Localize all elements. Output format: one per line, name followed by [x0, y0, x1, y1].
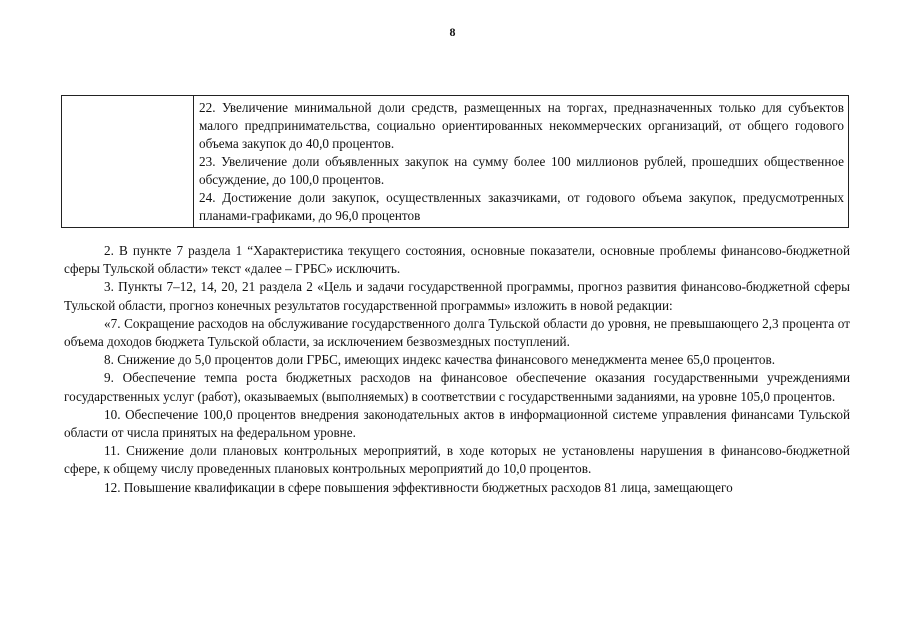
table-item-22: 22. Увеличение минимальной доли средств, размещенных на торгах, предназначенных только для субъектов малого предпринимательства, социально ориентированных некоммерческих организаций, от общего годового объема закупок до 40,0 процентов.	[199, 100, 844, 151]
paragraph-item-7: «7. Сокращение расходов на обслуживание государственного долга Тульской области до уровня, не превышающего 2,3 процента от объема доходов бюджета Тульской области, за исключением безвозмездных поступлений.	[64, 315, 850, 350]
paragraph-3: 3. Пункты 7–12, 14, 20, 21 раздела 2 «Цель и задачи государственной программы, прогноз развития финансово-бюджетной сферы Тульской области, прогноз конечных результатов государственной программы» изложить в новой редакции:	[64, 279, 850, 313]
page-number: 8	[449, 25, 456, 39]
table-left-cell	[62, 96, 194, 227]
paragraph-item-10: 10. Обеспечение 100,0 процентов внедрения законодательных актов в информационной системе управления финансами Тульской области от числа принятых на федеральном уровне.	[64, 406, 850, 441]
indicator-table	[61, 95, 849, 228]
table-item-24: 24. Достижение доли закупок, осуществленных заказчиками, от годового объема закупок, предусмотренных планами-графиками, до 96,0 процентов	[199, 190, 844, 223]
paragraph-item-8: 8. Снижение до 5,0 процентов доли ГРБС, имеющих индекс качества финансового менеджмента менее 65,0 процентов.	[104, 352, 775, 368]
table-item-23: 23. Увеличение доли объявленных закупок на сумму более 100 миллионов рублей, прошедших общественное обсуждение, до 100,0 процентов.	[199, 154, 844, 187]
document-body	[64, 242, 850, 497]
paragraph-2: 2. В пункте 7 раздела 1 “Характеристика текущего состояния, основные показатели, основные проблемы финансово-бюджетной сферы Тульской области» текст «далее – ГРБС» исключить.	[64, 243, 850, 277]
paragraph-item-9: 9. Обеспечение темпа роста бюджетных расходов на финансовое обеспечение оказания государственными учреждениями государственных услуг (работ), оказываемых (выполняемых) в соответствии с государственными заданиями, на уровне 105,0 процентов.	[64, 370, 850, 404]
table-right-cell	[194, 96, 848, 227]
paragraph-item-11: 11. Снижение доли плановых контрольных мероприятий, в ходе которых не установлены нарушения в финансово-бюджетной сфере, к общему числу проведенных плановых контрольных мероприятий до 10,0 процентов.	[64, 443, 850, 477]
paragraph-item-12: 12. Повышение квалификации в сфере повышения эффективности бюджетных расходов 81 лица, замещающего	[104, 479, 733, 495]
